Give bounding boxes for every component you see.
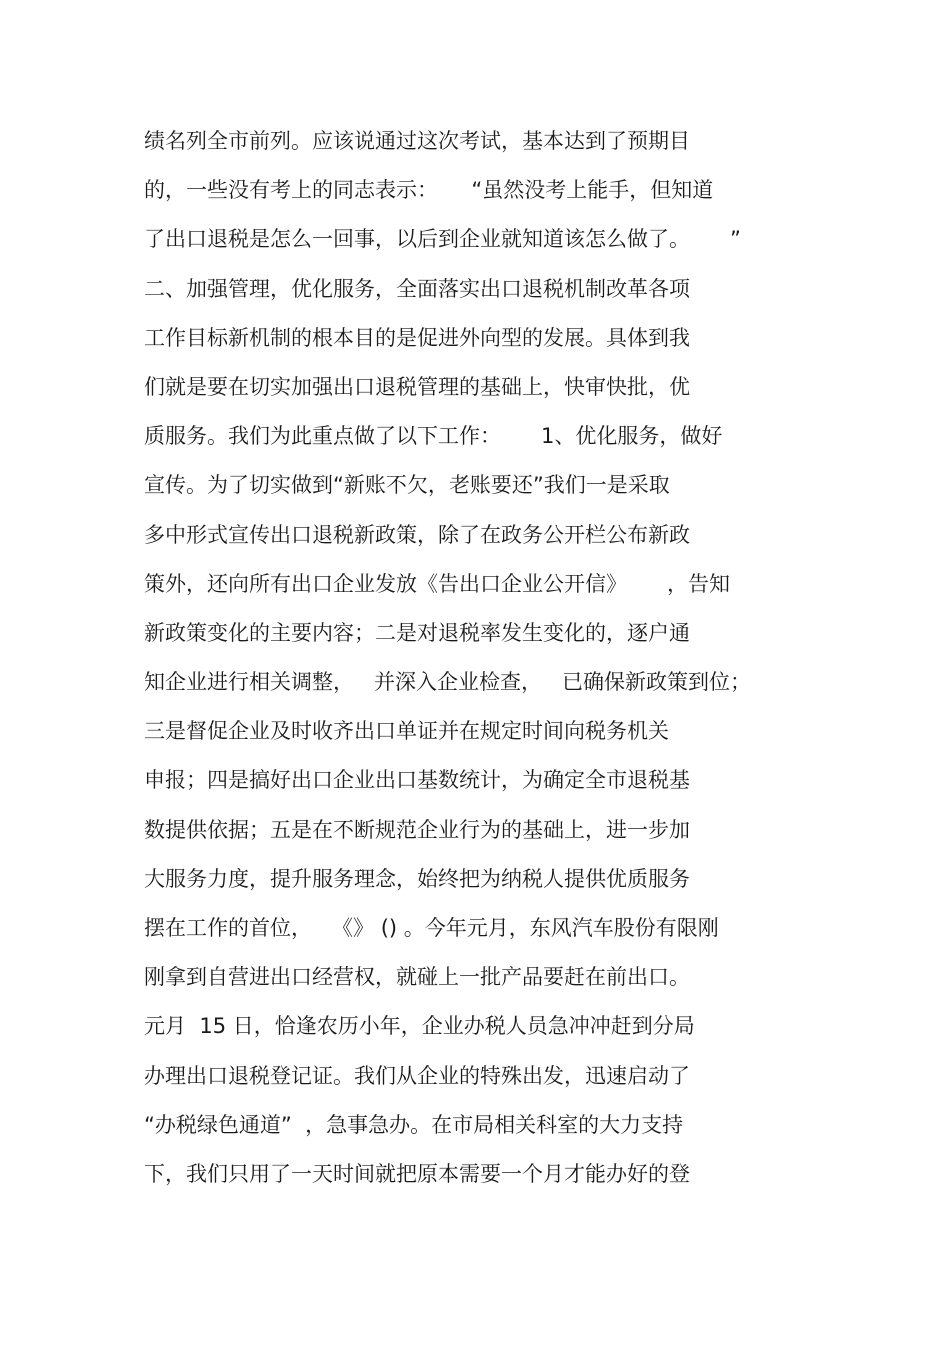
text-line: 刚拿到自营进出口经营权，就碰上一批产品要赶在前出口。 (144, 965, 690, 990)
text-line: 数提供依据；五是在不断规范企业行为的基础上，进一步加 (144, 817, 690, 842)
text-line: 申报；四是搞好出口企业出口基数统计，为确定全市退税基 (144, 768, 690, 793)
text-line: 大服务力度，提升服务理念，始终把为纳税人提供优质服务 (144, 866, 690, 891)
text-line: 了出口退税是怎么一回事，以后到企业就知道该怎么做了。 ” (144, 227, 741, 252)
text-line: 办理出口退税登记证。我们从企业的特殊出发，迅速启动了 (144, 1063, 690, 1088)
text-line: 新政策变化的主要内容；二是对退税率发生变化的，逐户通 (144, 620, 690, 645)
text-line: 工作目标新机制的根本目的是促进外向型的发展。具体到我 (144, 325, 690, 350)
text-line: 多中形式宣传出口退税新政策，除了在政务公开栏公布新政 (144, 522, 690, 547)
text-line: “办税绿色通道” ，急事急办。在市局相关科室的大力支持 (144, 1112, 684, 1137)
text-line: 们就是要在切实加强出口退税管理的基础上，快审快批，优 (144, 374, 690, 399)
text-line: 绩名列全市前列。应该说通过这次考试，基本达到了预期目 (144, 129, 690, 153)
text-line: 二、加强管理，优化服务，全面落实出口退税机制改革各项 (144, 276, 690, 301)
text-line: 质服务。我们为此重点做了以下工作： 1、优化服务，做好 (144, 424, 723, 449)
text-line: 知企业进行相关调整， 并深入企业检查， 已确保新政策到位； (144, 670, 752, 695)
text-line: 三是督促企业及时收齐出口单证并在规定时间向税务机关 (144, 719, 669, 744)
text-line: 元月 15 日，恰逢农历小年，企业办税人员急冲冲赶到分局 (144, 1014, 695, 1039)
text-line: 策外，还向所有出口企业发放《告出口企业公开信》 ，告知 (144, 571, 731, 596)
body-text (144, 122, 814, 1204)
text-line: 下，我们只用了一天时间就把原本需要一个月才能办好的登 (144, 1161, 690, 1186)
text-line: 摆在工作的首位， 《》 () 。今年元月，东风汽车股份有限刚 (144, 916, 719, 940)
text-line: 的，一些没有考上的同志表示： “虽然没考上能手，但知道 (144, 178, 714, 203)
text-line: 宣传。为了切实做到“新账不欠，老账要还”我们一是采取 (144, 473, 670, 498)
